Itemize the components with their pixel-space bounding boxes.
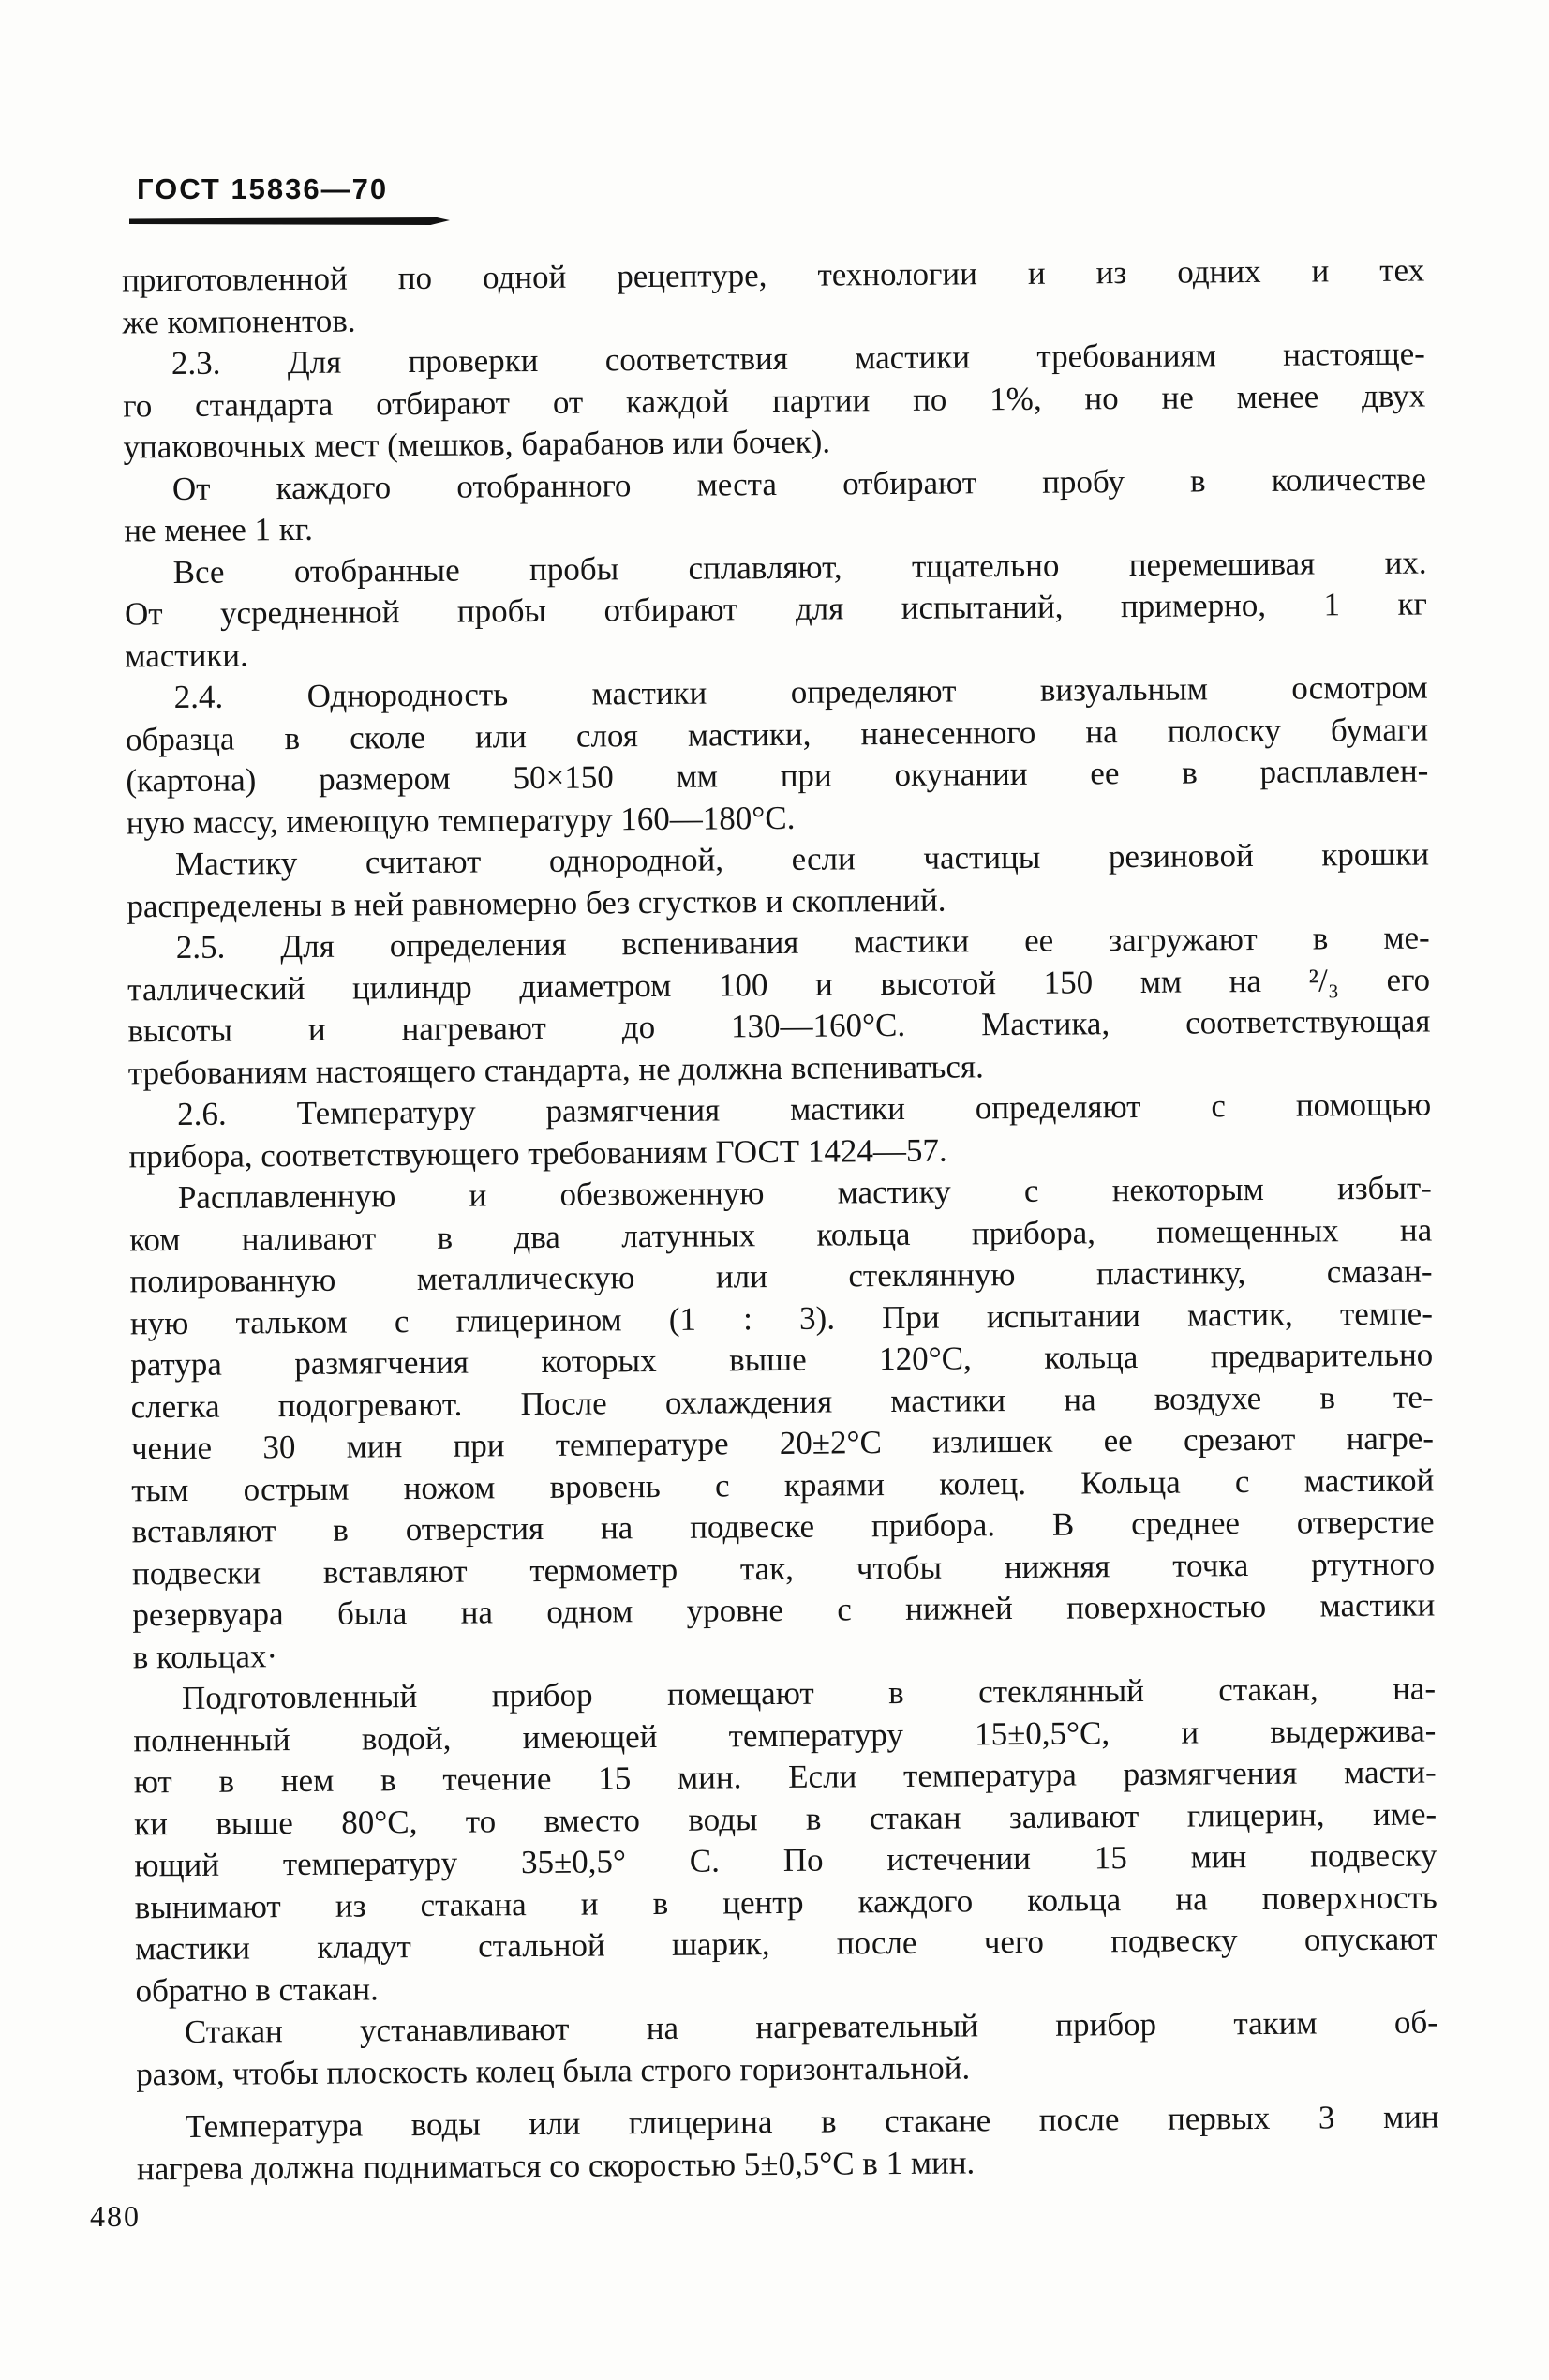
text-line: го стандарта отбирают от каждой партии по 1%, но не менее двух bbox=[123, 377, 1426, 424]
document-body bbox=[122, 250, 1439, 2191]
text-line: слегка подогревают. После охлаждения мастики на воздухе в те- bbox=[130, 1378, 1434, 1425]
text-line: образца в сколе или слоя мастики, нанесенного на полоску бумаги bbox=[125, 711, 1429, 757]
text-line: От усредненной пробы отбирают для испытаний, примерно, 1 кг bbox=[124, 585, 1428, 633]
text-line: приготовленной по одной рецептуре, технологии и из одних и тех bbox=[122, 251, 1425, 299]
text-line: вставляют в отверстия на подвеске прибора. В среднее отверстие bbox=[131, 1503, 1435, 1550]
text-line: прибора, соответствующего требованиям ГОСТ 1424—57. bbox=[128, 1131, 947, 1175]
paragraph bbox=[124, 458, 1427, 552]
text-line: От каждого отобранного места отбирают пробу в количестве bbox=[171, 460, 1427, 507]
document-header bbox=[137, 172, 450, 225]
text-line: ную тальком с глицерином (1 : 3). При испытании мастик, темпе- bbox=[129, 1295, 1434, 1341]
text-line: 2.6. Температуру размягчения мастики определяют с помощью bbox=[177, 1085, 1432, 1133]
text-line: ющий температуру 35±0,5° С. По истечении 15 мин подвеску bbox=[134, 1836, 1437, 1884]
paragraph bbox=[126, 667, 1429, 845]
text-line: 2.3. Для проверки соответствия мастики требованиям настояще- bbox=[171, 335, 1425, 382]
paragraph bbox=[129, 1168, 1436, 1679]
text-line: Расплавленную и обезвоженную мастику с некоторым избыт- bbox=[177, 1169, 1432, 1217]
text-line: вынимают из стакана и в центр каждого кольца на поверхность bbox=[134, 1878, 1437, 1925]
paragraph bbox=[122, 250, 1425, 344]
text-line: 2.4. Однородность мастики определяют визуальным осмотром bbox=[173, 668, 1428, 716]
text-line: полированную металлическую или стеклянную пластинку, смазан- bbox=[129, 1252, 1433, 1300]
text-line: высоты и нагревают до 130—160°С. Мастика, соответствующая bbox=[127, 1002, 1431, 1050]
standard-number: ГОСТ 15836—70 bbox=[137, 172, 389, 205]
text-line: ки выше 80°С, то вместо воды в стакан заливают глицерин, име- bbox=[133, 1794, 1437, 1842]
page-number: 480 bbox=[90, 2199, 141, 2233]
paragraph bbox=[128, 1085, 1432, 1178]
text-line: ком наливают в два латунных кольца прибора, помещенных на bbox=[129, 1211, 1433, 1258]
paragraph bbox=[124, 542, 1427, 677]
paragraph bbox=[136, 2001, 1439, 2095]
text-line: мастики. bbox=[125, 636, 248, 674]
paragraph bbox=[123, 334, 1426, 469]
text-line: Подготовленный прибор помещают в стеклянный стакан, на- bbox=[181, 1669, 1437, 1717]
text-line: 2.5. Для определения вспенивания мастики ее загружают в ме- bbox=[175, 919, 1430, 966]
text-line: подвески вставляют термометр так, чтобы нижняя точка ртутного bbox=[131, 1544, 1436, 1592]
paragraph bbox=[127, 834, 1430, 928]
text-line: полненный водой, имеющей температуру 15±0,5°С, и выдержива- bbox=[133, 1711, 1437, 1759]
text-line: же компонентов. bbox=[122, 302, 356, 340]
text-line: чение 30 мин при температуре 20±2°С излишек ее срезают нагре- bbox=[130, 1419, 1435, 1467]
text-line: тым острым ножом вровень с краями колец. Кольца с мастикой bbox=[131, 1461, 1435, 1508]
text-line: в кольцах· bbox=[132, 1637, 278, 1675]
text-line: Мастику считают однородной, если частицы резиновой крошки bbox=[174, 835, 1430, 883]
text-line: Стакан устанавливают на нагревательный прибор таким об- bbox=[184, 2003, 1438, 2050]
text-line: резервуара была на одном уровне с нижней поверхностью мастики bbox=[132, 1586, 1436, 1634]
header-underline bbox=[129, 217, 450, 225]
text-line: ную массу, имеющую температуру 160—180°С. bbox=[126, 799, 796, 841]
text-line: разом, чтобы плоскость колец была строго горизонтальной. bbox=[136, 2048, 971, 2092]
text-line: упаковочных мест (мешков, барабанов или бочек). bbox=[123, 423, 831, 466]
text-line: (картона) размером 50×150 мм при окунании ее в расплавлен- bbox=[126, 752, 1429, 800]
text-line: не менее 1 кг. bbox=[124, 510, 314, 549]
text-line: ют в нем в течение 15 мин. Если температура размягчения масти- bbox=[133, 1753, 1437, 1801]
text-line: обратно в стакан. bbox=[135, 1969, 379, 2009]
paragraph bbox=[133, 1668, 1438, 2012]
paragraph bbox=[136, 2096, 1439, 2190]
text-line: распределены в ней равномерно без сгустков и скоплений. bbox=[127, 881, 946, 924]
text-line: Все отобранные пробы сплавляют, тщательно перемешивая их. bbox=[172, 544, 1427, 591]
text-line: ратура размягчения которых выше 120°С, кольца предварительно bbox=[130, 1336, 1434, 1384]
text-line: требованиям настоящего стандарта, не должна вспениваться. bbox=[127, 1047, 984, 1091]
paragraph bbox=[127, 918, 1431, 1095]
text-line: мастики кладут стальной шарик, после чего подвеску опускают bbox=[135, 1920, 1438, 1968]
text-line: таллический цилиндр диаметром 100 и высотой 150 мм на ²/₃ его bbox=[127, 961, 1431, 1008]
text-line: нагрева должна подниматься со скоростью 5±0,5°С в 1 мин. bbox=[136, 2143, 976, 2187]
text-line: Температура воды или глицерина в стакане после первых 3 мин bbox=[185, 2098, 1439, 2145]
